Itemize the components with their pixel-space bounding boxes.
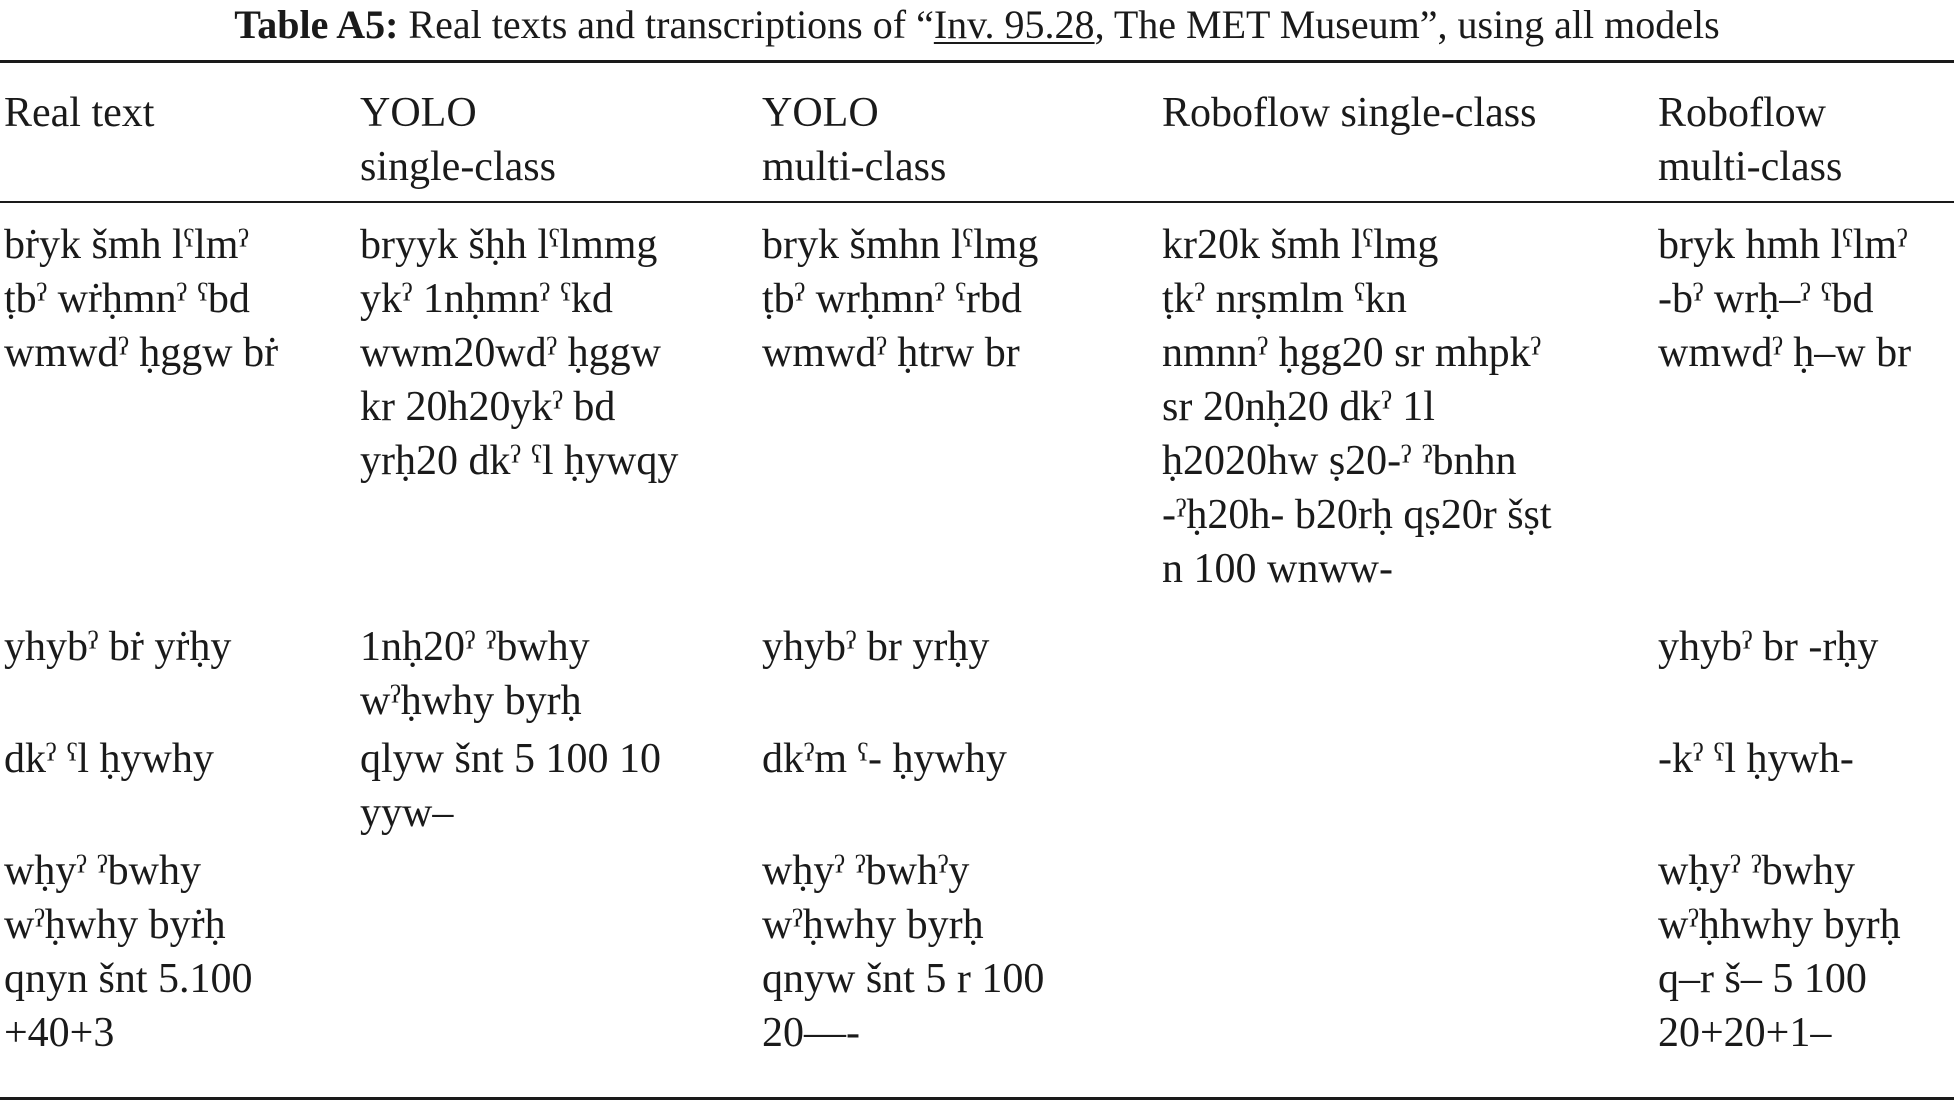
table-bottom-rule <box>0 1097 1954 1100</box>
cell-line: yhybˀ br -rḥy <box>1658 624 1879 670</box>
header-line: multi-class <box>1658 144 1843 190</box>
cell-line: n 100 wnww- <box>1162 546 1393 592</box>
cell-line: 20—- <box>762 1010 860 1056</box>
cell-line: nmnnˀ ḥgg20 sr mhpkˀ <box>1162 330 1542 376</box>
cell-roboflow-multi <box>1658 620 1878 674</box>
cell-line: -kˀ ˁl ḥywh- <box>1658 736 1854 782</box>
cell-line: 1nḥ20ˀ ˀbwhy <box>360 624 590 670</box>
header-real-text <box>4 86 154 194</box>
cell-line: yhybˀ br yrḥy <box>762 624 990 670</box>
cell-line: ṭkˀ nrṣmlm ˁkn <box>1162 276 1407 322</box>
cell-line: dkˀm ˁ- ḥywhy <box>762 736 1007 782</box>
cell-line: ḥ2020hw ṣ20-ˀ ˀbnhn <box>1162 438 1517 484</box>
cell-line: yhybˀ bṙ yṙḥy <box>4 624 232 670</box>
caption-text-before: Real texts and transcriptions of “ <box>398 2 934 47</box>
cell-line: kr 20h20ykˀ bd <box>360 384 616 430</box>
cell-line: bryk šmhn lˁlmg <box>762 222 1039 268</box>
cell-yolo-multi <box>762 844 1044 1060</box>
caption-text-after: , The MET Museum”, using all models <box>1094 2 1720 47</box>
cell-line: 20+20+1– <box>1658 1010 1832 1056</box>
cell-line: wˀḥwhy byrḥ <box>360 678 582 724</box>
cell-line: yrḥ20 dkˀ ˁl ḥywqy <box>360 438 679 484</box>
header-line: multi-class <box>762 144 947 190</box>
cell-real-text <box>4 844 253 1060</box>
cell-line: qnyn šnt 5.100 <box>4 956 253 1002</box>
cell-line: ṭbˀ wṙḥmnˀ ˁbd <box>4 276 250 322</box>
table-header-rule <box>0 201 1954 203</box>
header-line: YOLO <box>762 90 879 136</box>
cell-line: yyw– <box>360 790 454 836</box>
cell-line: wˀḥhwhy byrḥ <box>1658 902 1901 948</box>
cell-line: wḥyˀ ˀbwhy <box>1658 848 1855 894</box>
cell-line: wˀḥwhy byṙḥ <box>4 902 226 948</box>
header-line: Roboflow single-class <box>1162 90 1537 136</box>
cell-line: qlyw šnt 5 100 10 <box>360 736 662 782</box>
header-yolo-single <box>360 86 556 194</box>
cell-line: wḥyˀ ˀbwhy <box>4 848 201 894</box>
cell-line: wḥyˀ ˀbwhˀy <box>762 848 970 894</box>
cell-line: -ˀḥ20h- b20rḥ qṣ20r šṣt <box>1162 492 1552 538</box>
cell-line: bryk hmh lˁlmˀ <box>1658 222 1908 268</box>
cell-line: +40+3 <box>4 1010 115 1056</box>
cell-real-text <box>4 620 231 674</box>
cell-real-text <box>4 218 278 380</box>
cell-roboflow-multi <box>1658 218 1911 380</box>
table-top-rule <box>0 60 1954 63</box>
header-line: single-class <box>360 144 556 190</box>
cell-line: wmwdˀ ḥ–w br <box>1658 330 1912 376</box>
header-line: Real text <box>4 90 155 136</box>
cell-roboflow-single <box>1162 218 1552 596</box>
header-yolo-multi <box>762 86 946 194</box>
cell-line: wmwdˀ ḥggw bṙ <box>4 330 279 376</box>
cell-line: ykˀ 1nḥmnˀ ˁkd <box>360 276 613 322</box>
cell-line: bṙyk šmh lˁlmˀ <box>4 222 249 268</box>
cell-roboflow-multi <box>1658 844 1901 1060</box>
cell-line: wmwdˀ ḥtrw br <box>762 330 1020 376</box>
cell-real-text <box>4 732 214 786</box>
caption-link[interactable]: Inv. 95.28 <box>933 2 1095 47</box>
header-roboflow-multi <box>1658 86 1842 194</box>
cell-line: bryyk šḥh lˁlmmg <box>360 222 658 268</box>
cell-line: -bˀ wrḥ–ˀ ˁbd <box>1658 276 1874 322</box>
cell-yolo-single <box>360 218 678 488</box>
header-roboflow-single <box>1162 86 1536 194</box>
header-line <box>1162 140 1536 194</box>
cell-roboflow-multi <box>1658 732 1854 786</box>
cell-line: q–r š– 5 100 <box>1658 956 1867 1002</box>
caption-label: Table A5: <box>234 2 399 47</box>
cell-line: kr20k šmh lˁlmg <box>1162 222 1439 268</box>
cell-yolo-single <box>360 732 661 840</box>
cell-line: wwm20wdˀ ḥggw <box>360 330 661 376</box>
cell-yolo-multi <box>762 732 1007 786</box>
cell-yolo-multi <box>762 620 989 674</box>
cell-line: sr 20nḥ20 dkˀ 1l <box>1162 384 1435 430</box>
header-line: Roboflow <box>1658 90 1826 136</box>
cell-line: ṭbˀ wrḥmnˀ ˁrbd <box>762 276 1022 322</box>
cell-line: wˀḥwhy byrḥ <box>762 902 984 948</box>
header-line: YOLO <box>360 90 477 136</box>
cell-yolo-single <box>360 620 590 728</box>
cell-line: dkˀ ˁl ḥywhy <box>4 736 214 782</box>
cell-yolo-multi <box>762 218 1038 380</box>
cell-line: qnyw šnt 5 r 100 <box>762 956 1045 1002</box>
header-line <box>4 140 154 194</box>
table-caption <box>0 0 1954 52</box>
